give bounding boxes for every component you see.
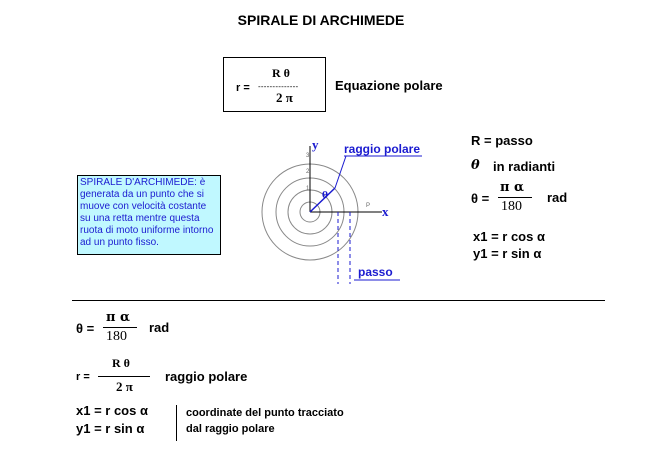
polar-equation-lhs: r = <box>236 82 250 94</box>
theta-formula-num: π α <box>500 180 525 195</box>
tick-2: 2 <box>306 169 310 175</box>
bottom-note-bar <box>176 405 177 441</box>
page-title: SPIRALE DI ARCHIMEDE <box>237 12 405 28</box>
bottom-theta-num: π α <box>106 310 131 325</box>
polar-equation-numerator: R θ <box>272 66 290 80</box>
definition-box: SPIRALE D'ARCHIMEDE: è generata da un punto che si muove con velocità costante su una retta mentre questa ruota di moto uniforme intorno ad un punto fisso. <box>77 175 221 255</box>
bottom-r-num: R θ <box>112 356 130 370</box>
point-p-label: P <box>366 203 371 209</box>
bottom-note-line1: coordinate del punto tracciato <box>186 407 344 419</box>
theta-fraction-line <box>498 197 532 198</box>
bottom-x1-formula: x1 = r cos α <box>76 403 148 418</box>
bottom-r-lhs: r = <box>76 371 90 383</box>
theta-symbol: θ <box>471 158 480 173</box>
tick-3: 3 <box>306 153 310 159</box>
x-axis-label: x <box>382 204 389 219</box>
theta-angle-label: θ <box>322 191 329 201</box>
bottom-r-den: 2 π <box>116 379 133 394</box>
polar-equation-label: Equazione polare <box>335 78 443 93</box>
polar-equation-denominator: 2 π <box>276 90 293 105</box>
y1-formula: y1 = r sin α <box>473 246 542 261</box>
polar-equation-dashes: - - - - - - - - - - - - - - <box>258 82 298 91</box>
bottom-note-line2: dal raggio polare <box>186 423 275 435</box>
spiral-diagram <box>250 138 430 288</box>
y-axis-label: y <box>312 137 319 152</box>
passo-label: passo <box>358 265 393 279</box>
x1-formula: x1 = r cos α <box>473 229 545 244</box>
theta-formula-unit: rad <box>547 190 568 205</box>
r-passo-def: R = passo <box>471 133 533 148</box>
theta-note: in radianti <box>493 159 556 174</box>
tick-1: 1 <box>306 186 310 192</box>
bottom-y1-formula: y1 = r sin α <box>76 421 145 436</box>
bottom-r-fraction-line <box>98 376 150 377</box>
theta-formula-lhs: θ = <box>471 191 490 206</box>
bottom-theta-lhs: θ = <box>76 321 95 336</box>
bottom-raggio-label: raggio polare <box>165 369 248 384</box>
bottom-theta-den: 180 <box>106 329 127 344</box>
section-divider <box>72 300 605 301</box>
raggio-polare-label: raggio polare <box>344 142 421 156</box>
bottom-theta-unit: rad <box>149 320 170 335</box>
bottom-theta-fraction-line <box>103 327 137 328</box>
theta-formula-den: 180 <box>501 199 522 214</box>
